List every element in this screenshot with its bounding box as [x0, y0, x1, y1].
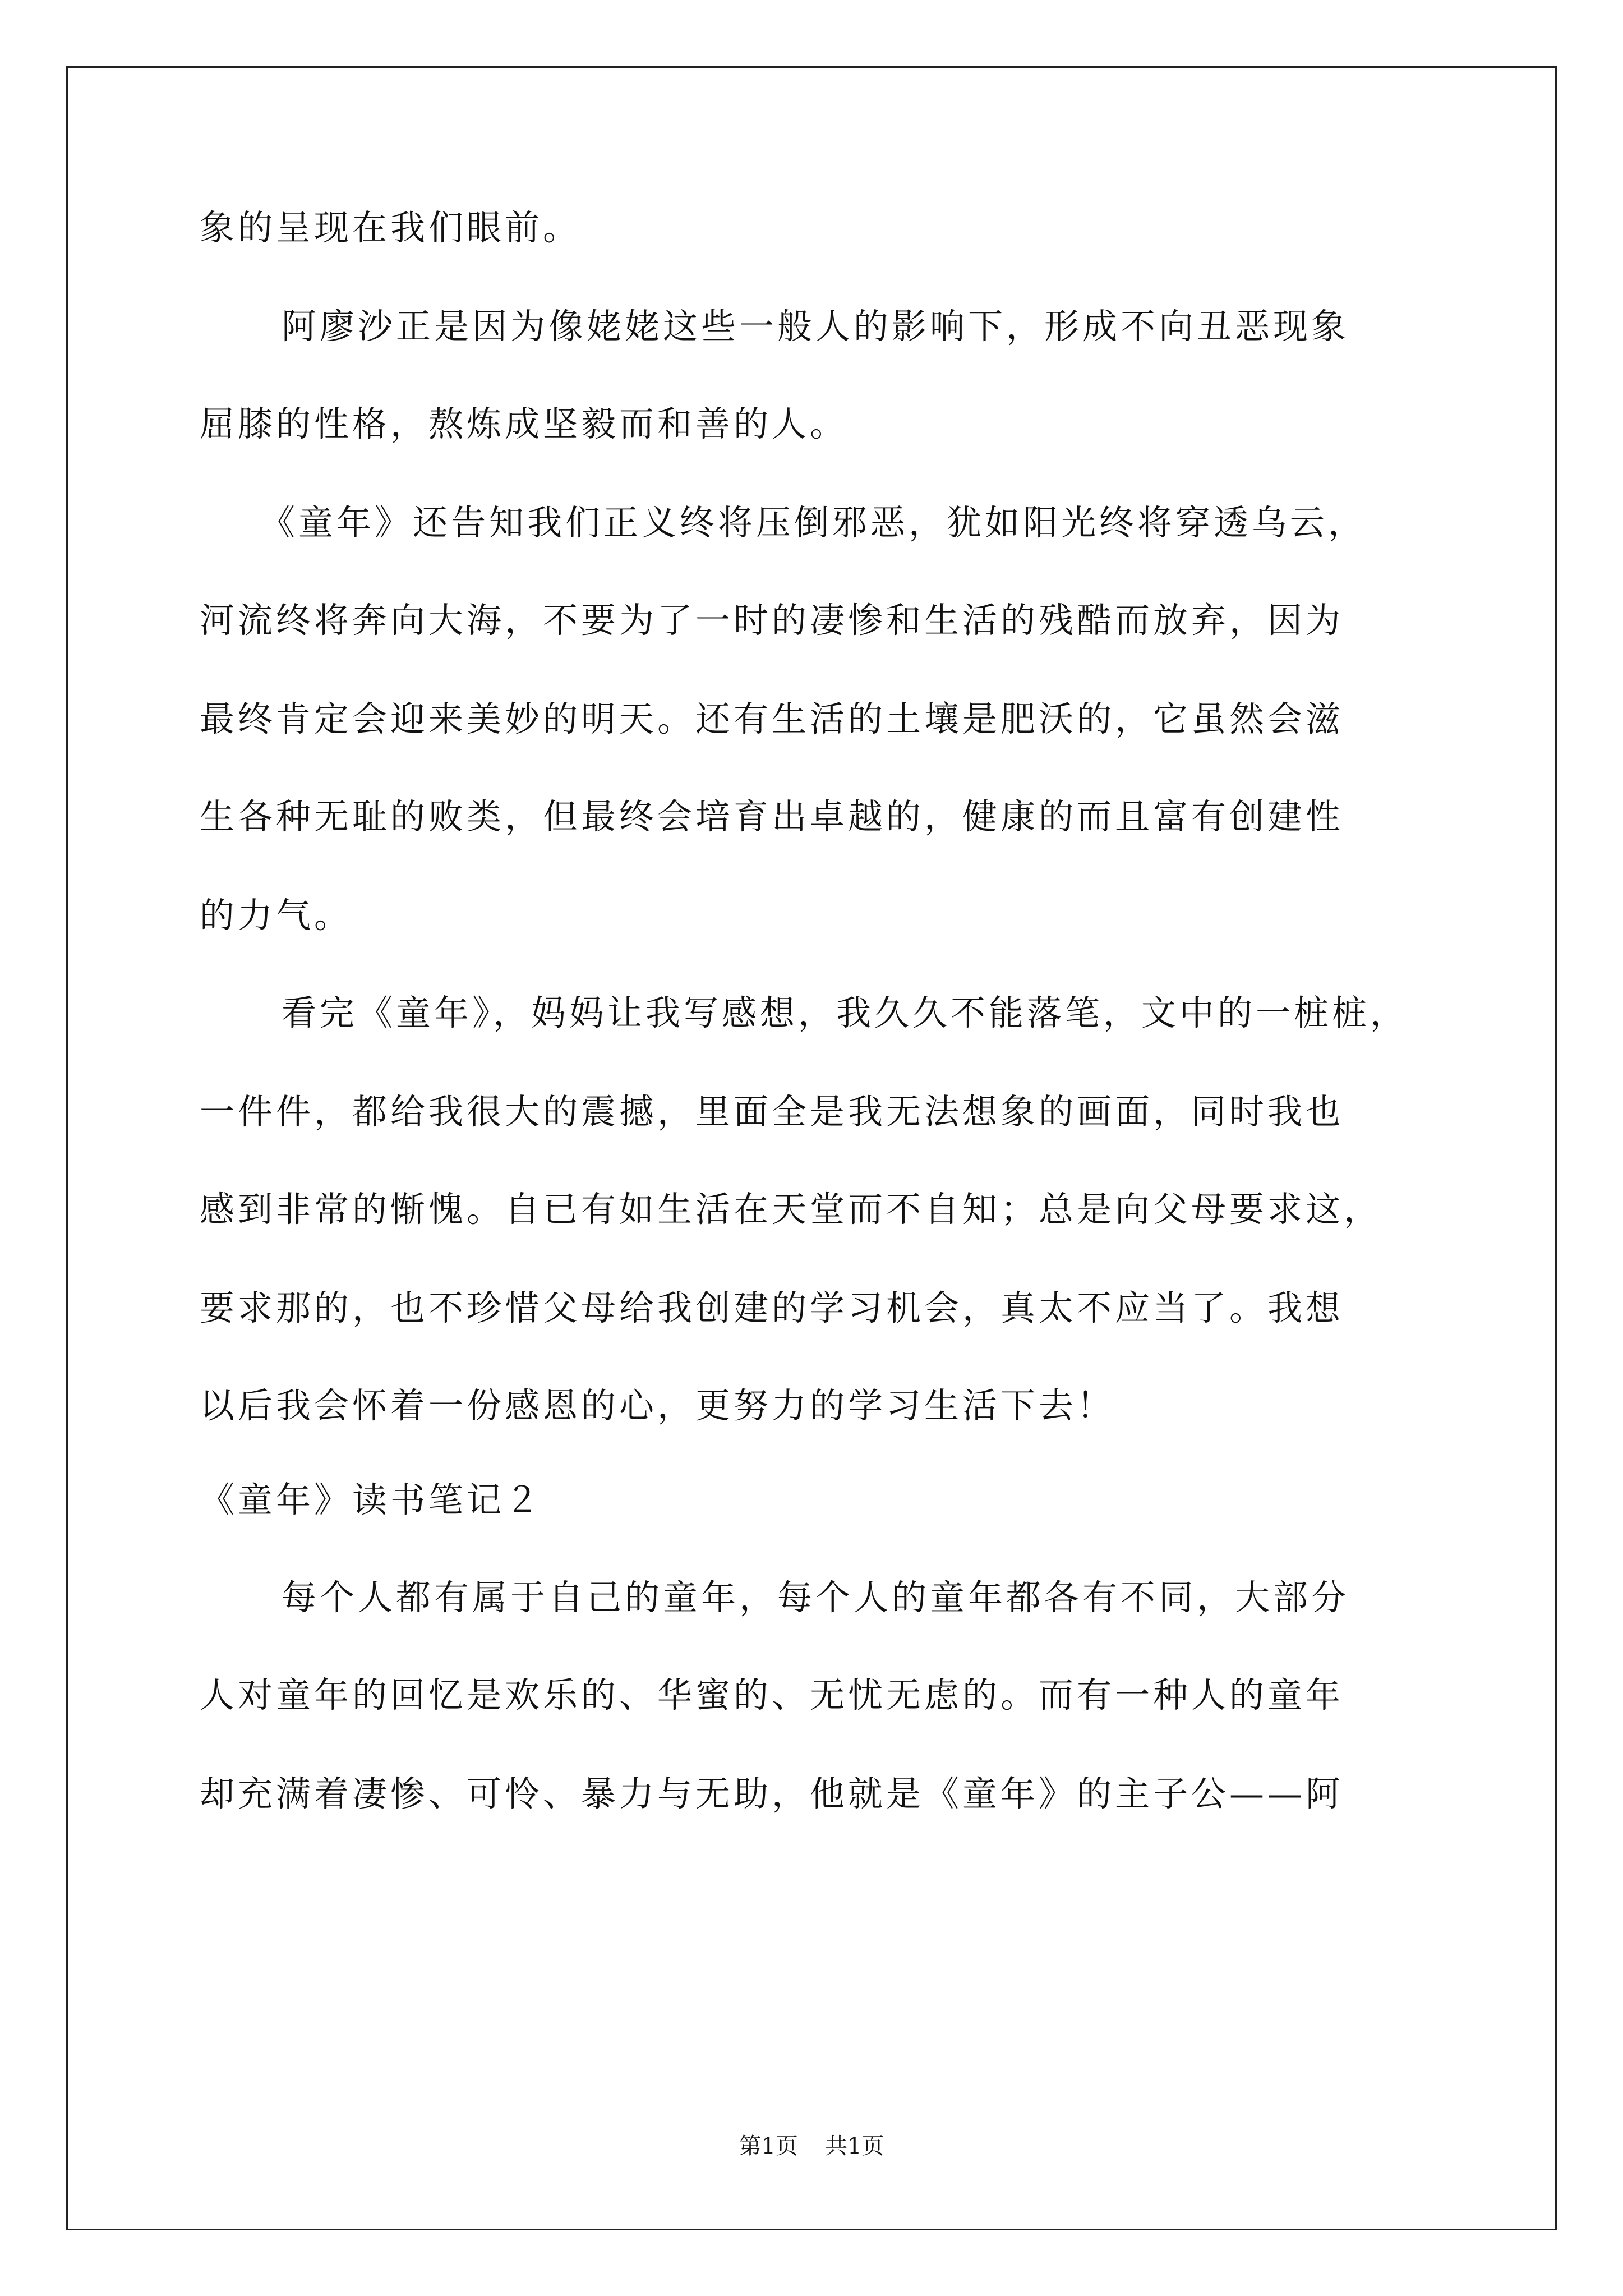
text-line: 河流终将奔向大海，不要为了一时的凄惨和生活的残酷而放弃，因为 — [200, 600, 1344, 641]
text-line: 生各种无耻的败类，但最终会培育出卓越的，健康的而且富有创建性 — [200, 796, 1344, 837]
text-line: 以后我会怀着一份感恩的心，更努力的学习生活下去！ — [200, 1385, 1115, 1426]
page-border — [66, 66, 1557, 2230]
page-footer — [0, 2131, 1623, 2162]
text-line: 感到非常的惭愧。自已有如生活在天堂而不自知；总是向父母要求这， — [200, 1189, 1382, 1230]
text-line: 却充满着凄惨、可怜、暴力与无助，他就是《童年》的主子公——阿 — [200, 1773, 1344, 1814]
paragraph-first-line: 阿廖沙正是因为像姥姥这些一般人的影响下，形成不向丑恶现象 — [282, 306, 1350, 347]
text-line: 要求那的，也不珍惜父母给我创建的学习机会，真太不应当了。我想 — [200, 1287, 1344, 1328]
paragraph-first-line: 每个人都有属于自己的童年，每个人的童年都各有不同，大部分 — [282, 1577, 1350, 1618]
section-heading: 《童年》读书笔记２ — [200, 1479, 543, 1520]
text-line: 屈膝的性格，熬炼成坚毅而和善的人。 — [200, 403, 849, 444]
text-line: 象的呈现在我们眼前。 — [200, 207, 582, 248]
paragraph-first-line: 看完《童年》，妈妈让我写感想，我久久不能落笔，文中的一桩桩， — [282, 992, 1409, 1033]
text-line: 一件件，都给我很大的震撼，里面全是我无法想象的画面，同时我也 — [200, 1091, 1344, 1132]
paragraph-first-line: 《童年》还告知我们正义终将压倒邪恶，犹如阳光终将穿透乌云， — [260, 502, 1367, 543]
text-line: 人对童年的回忆是欢乐的、华蜜的、无忧无虑的。而有一种人的童年 — [200, 1674, 1344, 1715]
page-total: 共1页 — [825, 2133, 884, 2159]
page-number: 第1页 — [739, 2133, 798, 2159]
text-line: 最终肯定会迎来美妙的明天。还有生活的土壤是肥沃的，它虽然会滋 — [200, 698, 1344, 739]
text-line: 的力气。 — [200, 895, 353, 936]
